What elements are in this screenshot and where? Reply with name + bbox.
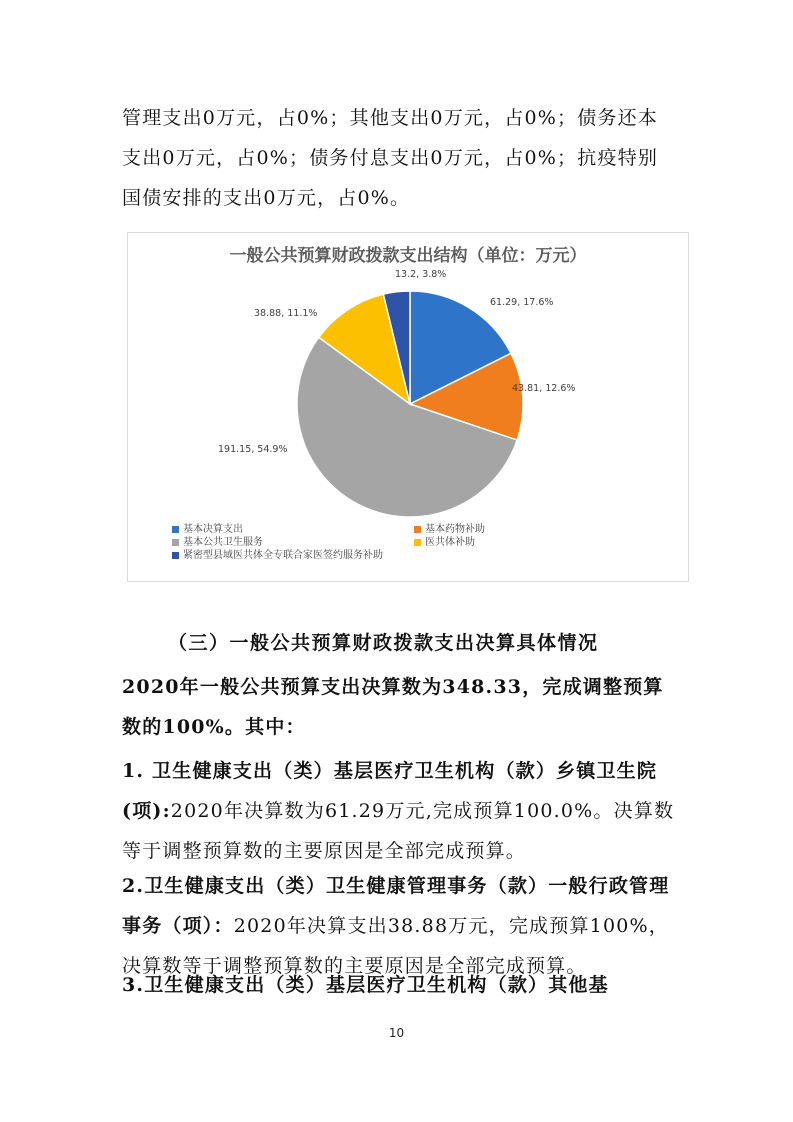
item-1 — [122, 751, 675, 871]
paragraph-top: 管理支出0万元，占0%；其他支出0万元，占0%；债务还本支出0万元，占0%；债务付息支出0万元，占0%；抗疫特别国债安排的支出0万元，占0%。 — [122, 107, 659, 209]
legend-item — [172, 536, 263, 549]
slice-data-label: 13.2, 3.8% — [395, 269, 447, 280]
legend-label: 基本药物补助 — [425, 524, 485, 535]
legend-label: 医共体补助 — [425, 537, 475, 548]
slice-data-label: 38.88, 11.1% — [254, 308, 318, 319]
legend-label: 基本决算支出 — [183, 524, 243, 535]
chart-title: 一般公共预算财政拨款支出结构（单位：万元） — [229, 246, 587, 266]
slice-data-label: 43.81, 12.6% — [512, 383, 576, 394]
item-1-heading: 1. 卫生健康支出（类）基层医疗卫生机构（款）乡镇卫生院(项): — [122, 760, 658, 822]
legend-swatch — [172, 526, 179, 533]
summary-paragraph: 2020年一般公共预算支出决算数为348.33，完成调整预算数的100%。其中： — [122, 676, 664, 738]
legend-item — [172, 549, 383, 562]
legend-item — [172, 523, 243, 536]
legend-swatch — [172, 539, 179, 546]
item-2-body: 2020年决算支出38.88万元，完成预算100%，决算数等于调整预算数的主要原因是全部完成预算。 — [122, 915, 669, 977]
item-1-body: 2020年决算数为61.29万元,完成预算100.0%。决算数等于调整预算数的主要原因是全部完成预算。 — [122, 800, 675, 862]
legend-swatch — [414, 539, 421, 546]
slice-data-label: 191.15, 54.9% — [218, 444, 288, 455]
item-3-heading: 3.卫生健康支出（类）基层医疗卫生机构（款）其他基 — [122, 974, 609, 996]
page-number: 10 — [388, 1026, 405, 1040]
section-heading: （三）一般公共预算财政拨款支出决算具体情况 — [168, 632, 599, 654]
legend-label: 基本公共卫生服务 — [183, 537, 263, 548]
legend-label: 紧密型县域医共体全专联合家医签约服务补助 — [183, 550, 383, 561]
item-3 — [122, 965, 675, 1005]
legend-swatch — [172, 552, 179, 559]
legend-item — [414, 536, 475, 549]
legend-swatch — [414, 526, 421, 533]
pie-chart — [127, 232, 689, 582]
legend-item — [414, 523, 485, 536]
item-2-heading: 2.卫生健康支出（类）卫生健康管理事务（款）一般行政管理事务（项）： — [122, 875, 670, 937]
slice-data-label: 61.29, 17.6% — [490, 297, 554, 308]
